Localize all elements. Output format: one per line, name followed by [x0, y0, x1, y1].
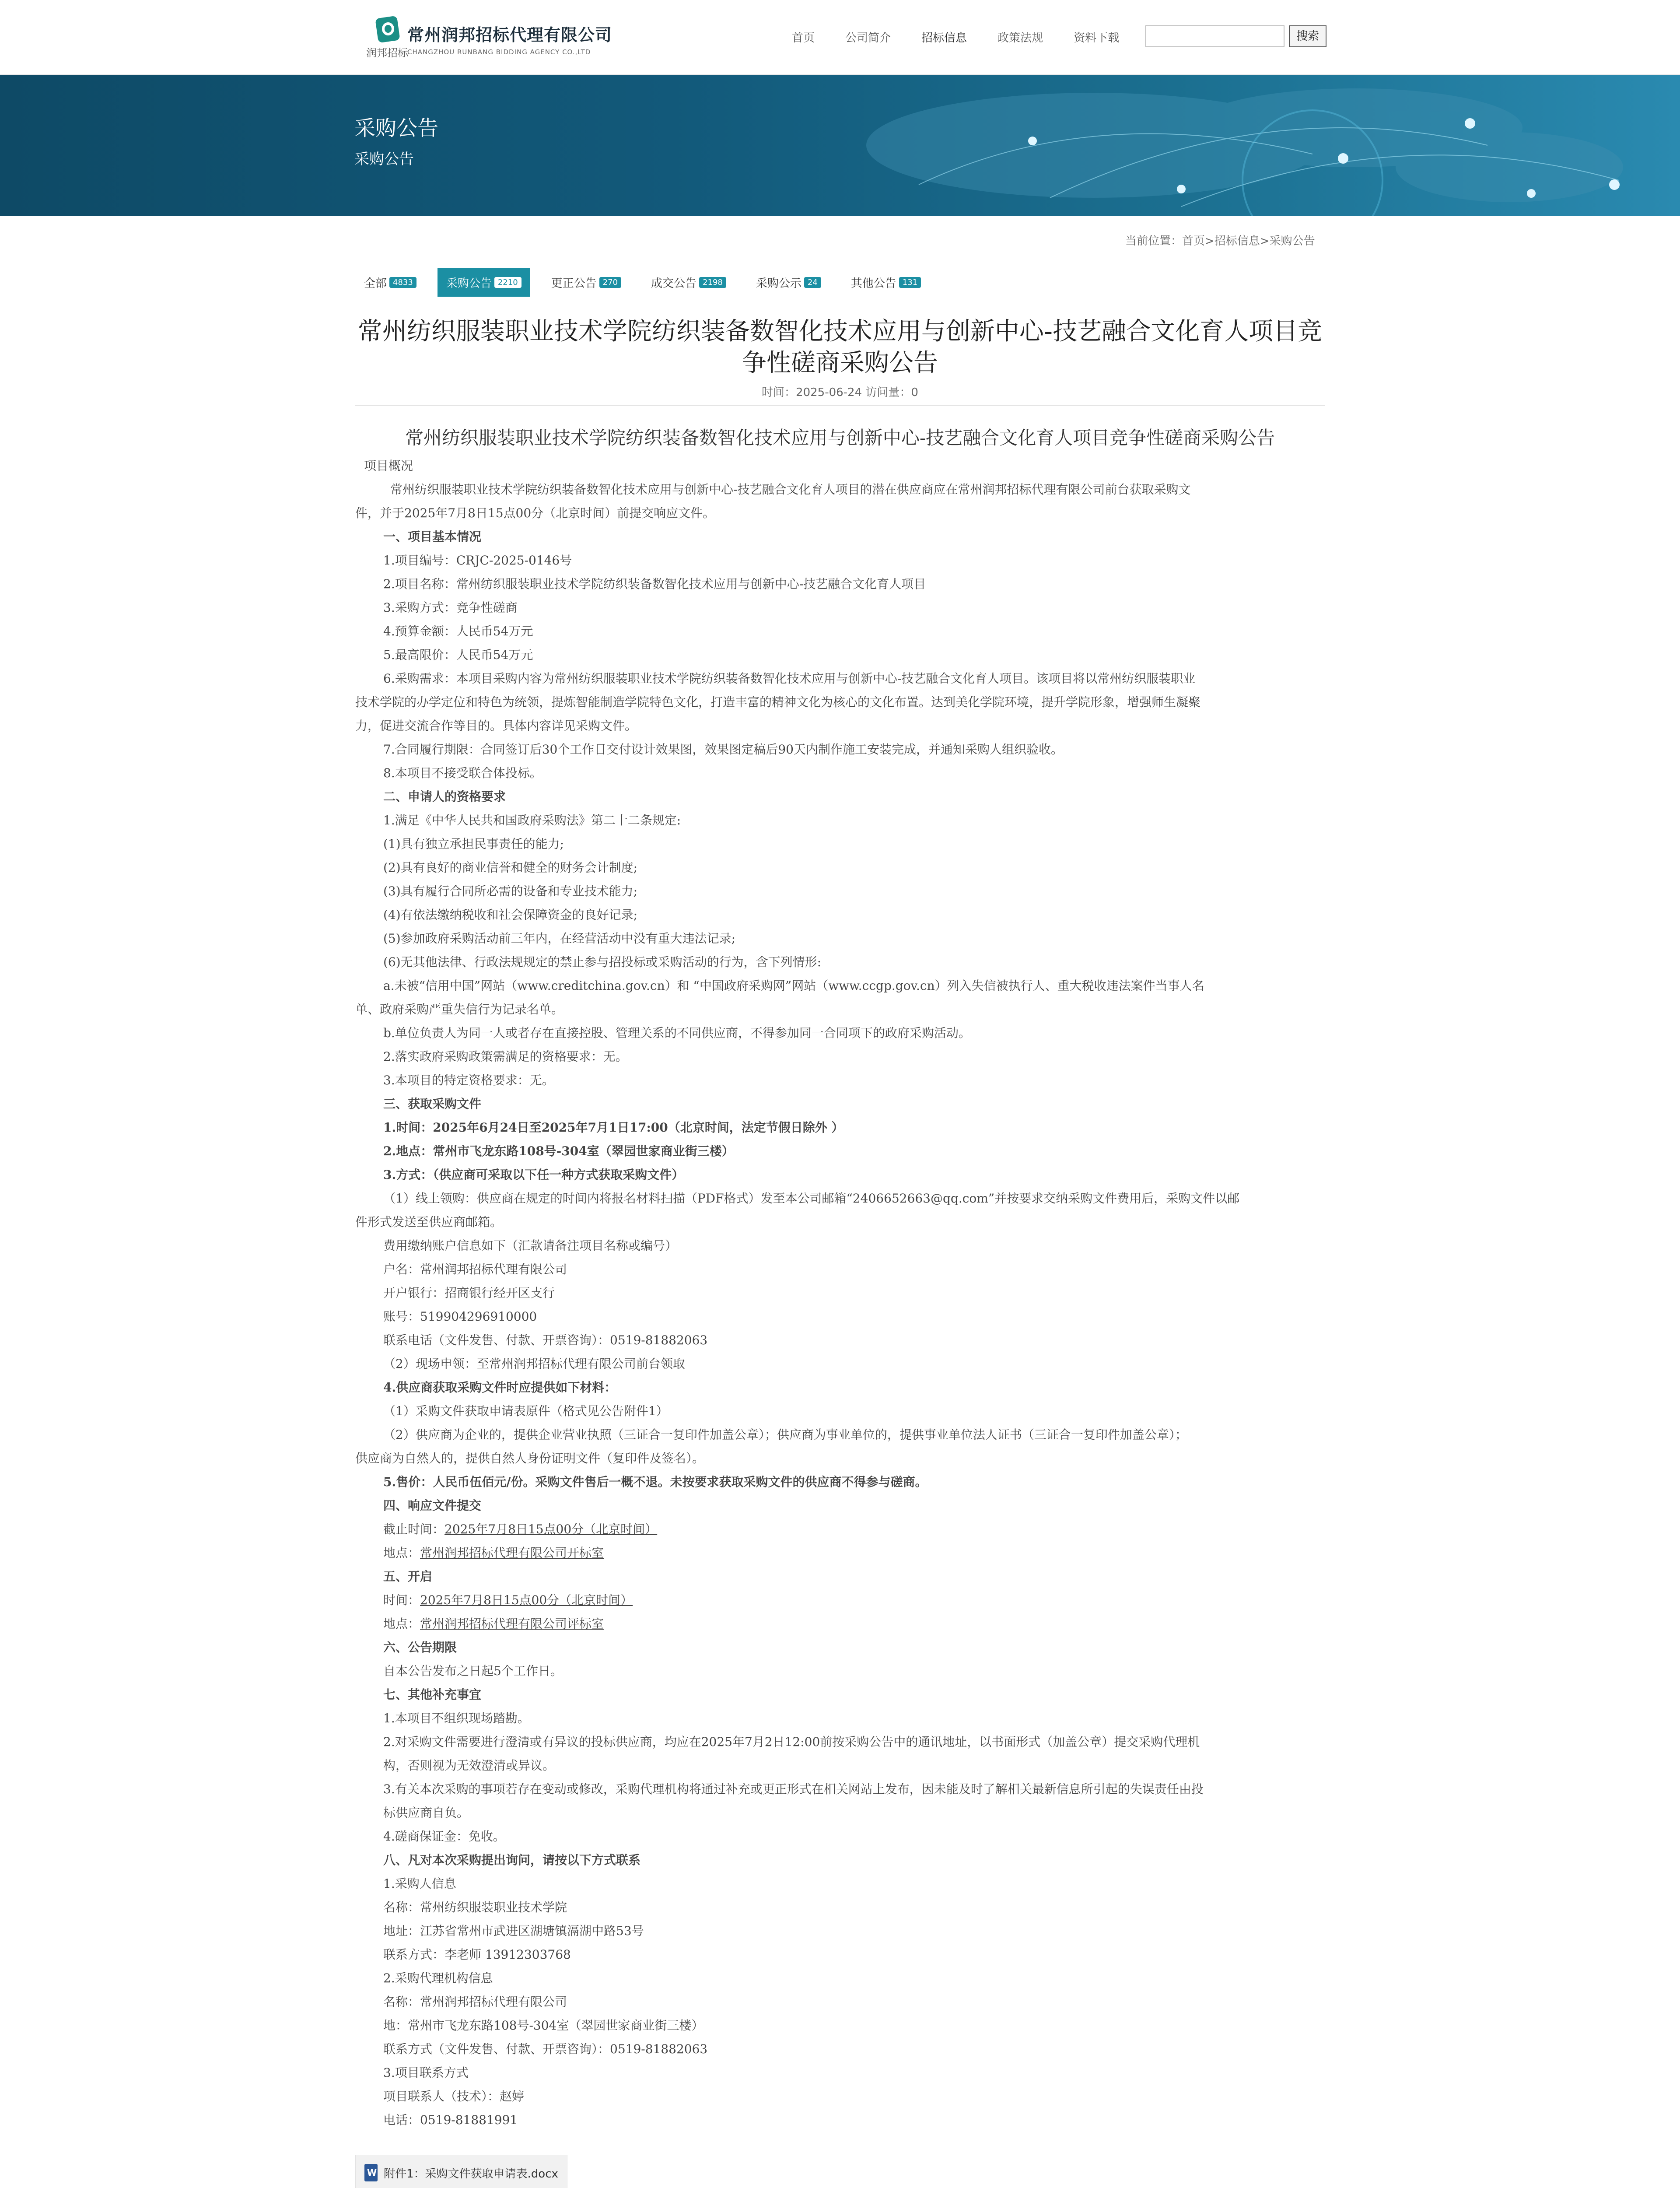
body-line: 1.项目编号：CRJC-2025-0146号 — [383, 553, 572, 568]
body-line: (4)有依法缴纳税收和社会保障资金的良好记录; — [383, 908, 638, 922]
attachment-link[interactable]: W 附件1：采购文件获取申请表.docx — [355, 2155, 567, 2188]
tab-deal[interactable]: 成交公告 2198 — [642, 268, 735, 297]
body-line: 构，否则视为无效澄清或异议。 — [383, 1758, 555, 1773]
body-line: 单、政府采购严重失信行为记录名单。 — [355, 1002, 564, 1017]
body-line: （1）线上领购：供应商在规定的时间内将报名材料扫描（PDF格式）发至本公司邮箱“2406652663@qq.com”并按要求交纳采购文件费用后，采购文件以邮 — [383, 1191, 1240, 1206]
body-line: 2.地点：常州市飞龙东路108号-304室（翠园世家商业街三楼） — [383, 1144, 734, 1158]
body-line: 7.合同履行期限：合同签订后30个工作日交付设计效果图，效果图定稿后90天内制作施工安装完成，并通知采购人组织验收。 — [383, 742, 1063, 757]
section-heading: 八、凡对本次采购提出询问，请按以下方式联系 — [383, 1853, 641, 1867]
body-line: a.未被“信用中国”网站（www.creditchina.gov.cn）和 “中国政府采购网”网站（www.ccgp.gov.cn）列入失信被执行人、重大税收违法案件当事人名 — [383, 978, 1204, 993]
page-banner — [0, 75, 1680, 216]
search-button[interactable]: 搜索 — [1289, 25, 1326, 47]
article-meta: 时间：2025-06-24 访问量：0 — [762, 386, 918, 399]
body-line: 3.项目联系方式 — [383, 2065, 469, 2080]
body-line: 力，促进交流合作等目的。具体内容详见采购文件。 — [355, 719, 637, 733]
body-line: 地：常州市飞龙东路108号-304室（翠园世家商业街三楼） — [383, 2018, 704, 2033]
body-line: 地址：江苏省常州市武进区湖塘镇滆湖中路53号 — [383, 1924, 644, 1938]
body-line: 自本公告发布之日起5个工作日。 — [383, 1664, 563, 1678]
count-badge: 2198 — [699, 277, 726, 288]
body-line: 常州纺织服装职业技术学院纺织装备数智化技术应用与创新中心-技艺融合文化育人项目的潜在供应商应在常州润邦招标代理有限公司前台获取采购文 — [390, 482, 1191, 497]
body-line: 3.方式：（供应商可采取以下任一种方式获取采购文件） — [383, 1168, 684, 1182]
body-line: 3.采购方式：竞争性磋商 — [383, 600, 518, 615]
body-line: (1)具有独立承担民事责任的能力; — [383, 837, 564, 851]
body-line: 件，并于2025年7月8日15点00分（北京时间）前提交响应文件。 — [355, 506, 715, 520]
body-line: 联系方式（文件发售、付款、开票咨询）：0519-81882063 — [383, 2042, 708, 2056]
article-body — [355, 424, 1325, 2132]
body-line: 6.采购需求：本项目采购内容为常州纺织服装职业技术学院纺织装备数智化技术应用与创新中心-技艺融合文化育人项目。该项目将以常州纺织服装职业 — [383, 671, 1196, 686]
section-heading: 七、其他补充事宜 — [383, 1687, 482, 1702]
body-line: 名称：常州润邦招标代理有限公司 — [383, 1995, 567, 2009]
body-line: 截止时间：2025年7月8日15点00分（北京时间） — [383, 1522, 658, 1536]
article-heading: 常州纺织服装职业技术学院纺织装备数智化技术应用与创新中心-技艺融合文化育人项目竞争性磋商采购公告 — [405, 427, 1275, 449]
body-line: 时间：2025年7月8日15点00分（北京时间） — [383, 1593, 633, 1607]
body-line: 账号：519904296910000 — [383, 1309, 537, 1324]
body-line: (3)具有履行合同所必需的设备和专业技术能力; — [383, 884, 638, 898]
nav-downloads[interactable]: 资料下载 — [1074, 32, 1120, 45]
body-line: 2.对采购文件需要进行澄清或有异议的投标供应商，均应在2025年7月2日12:00前按采购公告中的通讯地址，以书面形式（加盖公章）提交采购代理机 — [383, 1735, 1200, 1749]
section-heading: 四、响应文件提交 — [383, 1498, 482, 1513]
body-line: 1.采购人信息 — [383, 1876, 456, 1891]
category-tabs — [355, 268, 942, 297]
section-heading: 一、项目基本情况 — [383, 529, 482, 544]
body-line: 2.项目名称：常州纺织服装职业技术学院纺织装备数智化技术应用与创新中心-技艺融合文化育人项目 — [383, 577, 926, 591]
body-line: 5.最高限价：人民币54万元 — [383, 648, 533, 662]
section-heading: 二、申请人的资格要求 — [383, 789, 506, 804]
count-badge: 270 — [599, 277, 621, 288]
body-line: 费用缴纳账户信息如下（汇款请备注项目名称或编号） — [383, 1238, 678, 1253]
tab-all[interactable]: 全部 4833 — [355, 268, 425, 297]
breadcrumb[interactable]: 当前位置：首页>招标信息>采购公告 — [1125, 235, 1315, 248]
section-heading: 三、获取采购文件 — [383, 1097, 482, 1111]
body-line: 5.售价：人民币伍佰元/份。采购文件售后一概不退。未按要求获取采购文件的供应商不得参与磋商。 — [383, 1475, 928, 1489]
body-line: 件形式发送至供应商邮箱。 — [355, 1215, 503, 1229]
section-heading: 五、开启 — [383, 1569, 433, 1584]
body-line: 技术学院的办学定位和特色为统领，提炼智能制造学院特色文化，打造丰富的精神文化为核心的文化布置。达到美化学院环境，提升学院形象，增强师生凝聚 — [355, 695, 1201, 709]
body-line: 联系电话（文件发售、付款、开票咨询）：0519-81882063 — [383, 1333, 708, 1347]
body-line: 3.本项目的特定资格要求：无。 — [383, 1073, 554, 1087]
banner-title: 采购公告 — [354, 116, 439, 140]
section-label: 项目概况 — [364, 459, 413, 473]
body-line: （2）供应商为企业的，提供企业营业执照（三证合一复印件加盖公章）；供应商为事业单位的，提供事业单位法人证书（三证合一复印件加盖公章）； — [383, 1427, 1187, 1442]
tab-correction[interactable]: 更正公告 270 — [542, 268, 630, 297]
company-name-en: CHANGZHOU RUNBANG BIDDING AGENCY CO.,LTD — [407, 48, 591, 56]
body-line: 4.供应商获取采购文件时应提供如下材料： — [383, 1380, 617, 1395]
search-input[interactable] — [1145, 25, 1284, 47]
body-line: 3.有关本次采购的事项若存在变动或修改，采购代理机构将通过补充或更正形式在相关网站上发布，因未能及时了解相关最新信息所引起的失误责任由投 — [383, 1782, 1204, 1796]
body-line: 地点：常州润邦招标代理有限公司开标室 — [383, 1546, 604, 1560]
tab-procurement[interactable]: 采购公告 2210 — [438, 268, 530, 297]
section-heading: 六、公告期限 — [383, 1640, 457, 1655]
body-line: 名称：常州纺织服装职业技术学院 — [383, 1900, 567, 1914]
body-line: 1.时间：2025年6月24日至2025年7月1日17:00（北京时间，法定节假日除外 ） — [383, 1120, 844, 1135]
body-line: 4.预算金额：人民币54万元 — [383, 624, 533, 638]
nav-bidding-info[interactable]: 招标信息 — [921, 32, 967, 45]
count-badge: 24 — [804, 277, 821, 288]
body-line: 供应商为自然人的，提供自然人身份证明文件（复印件及签名）。 — [355, 1451, 705, 1466]
body-line: 电话：0519-81881991 — [383, 2113, 518, 2127]
body-line: 2.落实政府采购政策需满足的资格要求：无。 — [383, 1049, 628, 1064]
body-line: （1）采购文件获取申请表原件（格式见公告附件1） — [383, 1404, 668, 1418]
count-badge: 131 — [899, 277, 921, 288]
body-line: (2)具有良好的商业信誉和健全的财务会计制度; — [383, 860, 638, 875]
body-line: （2）现场申领：至常州润邦招标代理有限公司前台领取 — [383, 1357, 685, 1371]
tab-publicity[interactable]: 采购公示 24 — [747, 268, 830, 297]
body-line: 项目联系人（技术）：赵婷 — [383, 2089, 525, 2104]
body-line: (5)参加政府采购活动前三年内，在经营活动中没有重大违法记录; — [383, 931, 736, 946]
company-name: 常州润邦招标代理有限公司 — [407, 25, 612, 45]
main-nav — [792, 29, 1150, 45]
body-line: 地点：常州润邦招标代理有限公司评标室 — [383, 1616, 604, 1631]
body-line: 2.采购代理机构信息 — [383, 1971, 493, 1985]
body-line: 联系方式：李老师 13912303768 — [383, 1947, 571, 1962]
nav-home[interactable]: 首页 — [792, 32, 815, 45]
body-line: 1.本项目不组织现场踏勘。 — [383, 1711, 530, 1725]
nav-about[interactable]: 公司简介 — [845, 32, 891, 45]
article-lines — [355, 454, 1325, 2132]
body-line: 1.满足《中华人民共和国政府采购法》第二十二条规定: — [383, 813, 681, 828]
nav-policy[interactable]: 政策法规 — [998, 32, 1043, 45]
tab-other[interactable]: 其他公告 131 — [842, 268, 930, 297]
count-badge: 4833 — [389, 277, 416, 288]
world-map-graphic — [788, 75, 1680, 216]
body-line: 标供应商自负。 — [383, 1806, 469, 1820]
body-line: b.单位负责人为同一人或者存在直接控股、管理关系的不同供应商，不得参加同一合同项下的政府采购活动。 — [383, 1026, 971, 1040]
body-line: 8.本项目不接受联合体投标。 — [383, 766, 542, 780]
article-title: 常州纺织服装职业技术学院纺织装备数智化技术应用与创新中心-技艺融合文化育人项目竞 争性磋商采购公告 — [357, 317, 1323, 377]
site-header — [0, 0, 1680, 75]
word-doc-icon — [364, 2164, 378, 2181]
logo-icon — [364, 15, 408, 59]
logo-caption: 润邦招标 — [366, 47, 408, 59]
body-line: 4.磋商保证金：免收。 — [383, 1829, 505, 1844]
body-line: 户名：常州润邦招标代理有限公司 — [383, 1262, 567, 1276]
divider — [355, 405, 1325, 406]
body-line: (6)无其他法律、行政法规规定的禁止参与招投标或采购活动的行为，含下列情形: — [383, 955, 822, 969]
search-bar — [1145, 25, 1326, 47]
body-line: 开户银行：招商银行经开区支行 — [383, 1286, 555, 1300]
site-logo[interactable] — [364, 15, 612, 59]
count-badge: 2210 — [494, 277, 522, 288]
banner-subtitle: 采购公告 — [354, 151, 414, 168]
